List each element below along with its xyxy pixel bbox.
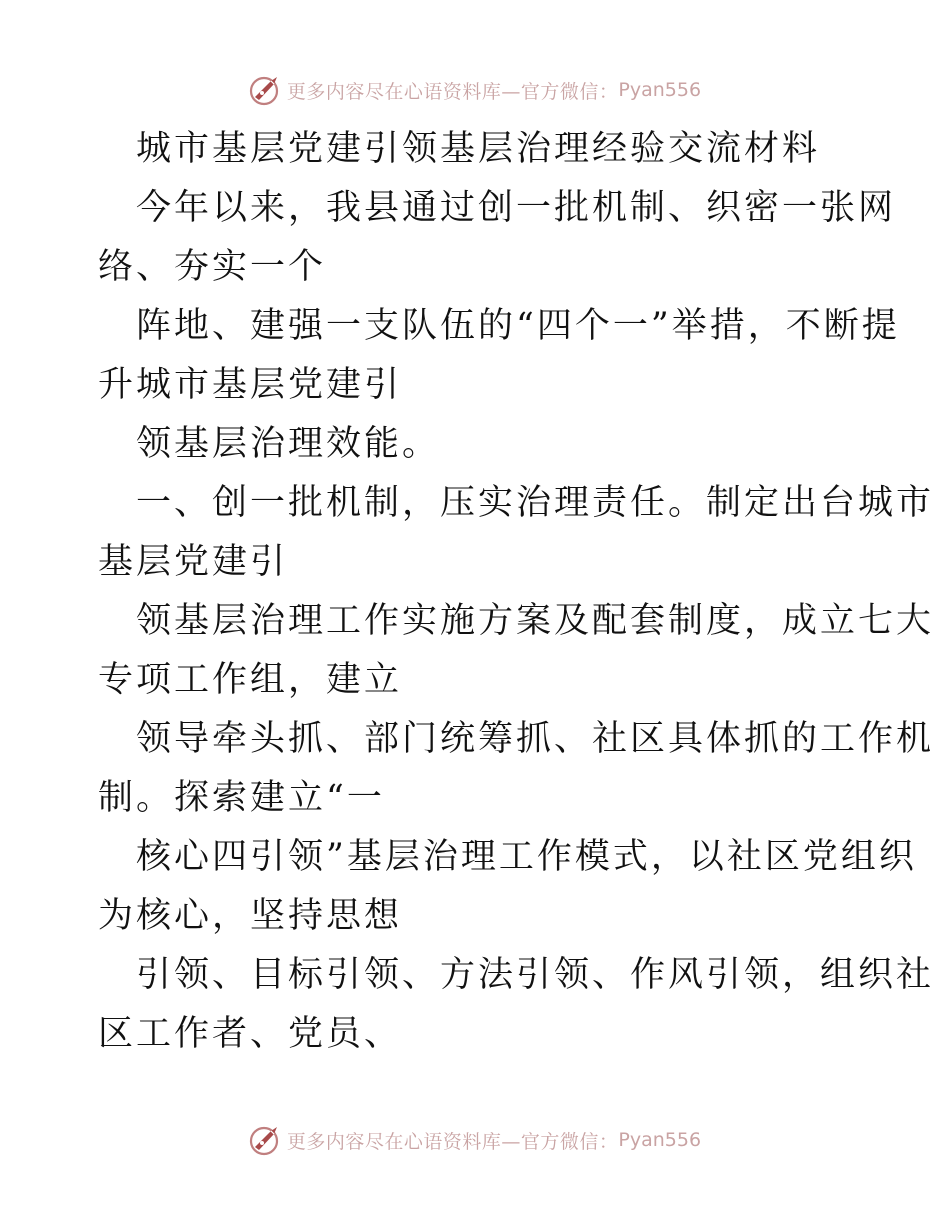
- watermark-wechat-id: Pyan556: [618, 79, 702, 101]
- watermark-footer: [0, 1120, 950, 1160]
- watermark-text: 更多内容尽在心语资料库—官方微信：: [286, 1130, 619, 1153]
- text-line: 核心四引领”基层治理工作模式，以社区党组织: [136, 837, 917, 877]
- document-title: 城市基层党建引领基层治理经验交流材料: [136, 129, 821, 169]
- text-line: 引领、目标引领、方法引领、作风引领，组织社: [136, 955, 935, 995]
- section-heading-line: 一、创一批机制，压实治理责任。制定出台城市: [136, 483, 935, 523]
- text-line: 区工作者、党员、: [98, 1014, 403, 1054]
- text-line: 制。探索建立“一: [98, 778, 385, 818]
- text-line: 领导牵头抓、部门统筹抓、社区具体抓的工作机: [136, 719, 935, 759]
- text-line: 领基层治理工作实施方案及配套制度，成立七大: [136, 601, 935, 641]
- watermark-text: 更多内容尽在心语资料库—官方微信：: [286, 80, 619, 103]
- pen-nib-logo-icon: [249, 73, 283, 107]
- text-line: 专项工作组，建立: [98, 660, 403, 700]
- text-line: 基层党建引: [98, 542, 289, 582]
- text-line: 阵地、建强一支队伍的“四个一”举措，不断提: [136, 306, 900, 346]
- watermark-wechat-id: Pyan556: [618, 1129, 702, 1151]
- watermark-header: [0, 70, 950, 110]
- pen-nib-logo-icon: [249, 1123, 283, 1157]
- text-line: 为核心，坚持思想: [98, 896, 403, 936]
- text-line: 升城市基层党建引: [98, 365, 403, 405]
- document-body: [98, 120, 935, 1064]
- text-line: 领基层治理效能。: [136, 424, 441, 464]
- text-line: 络、夯实一个: [98, 247, 327, 287]
- text-line: 今年以来，我县通过创一批机制、织密一张网: [136, 188, 897, 228]
